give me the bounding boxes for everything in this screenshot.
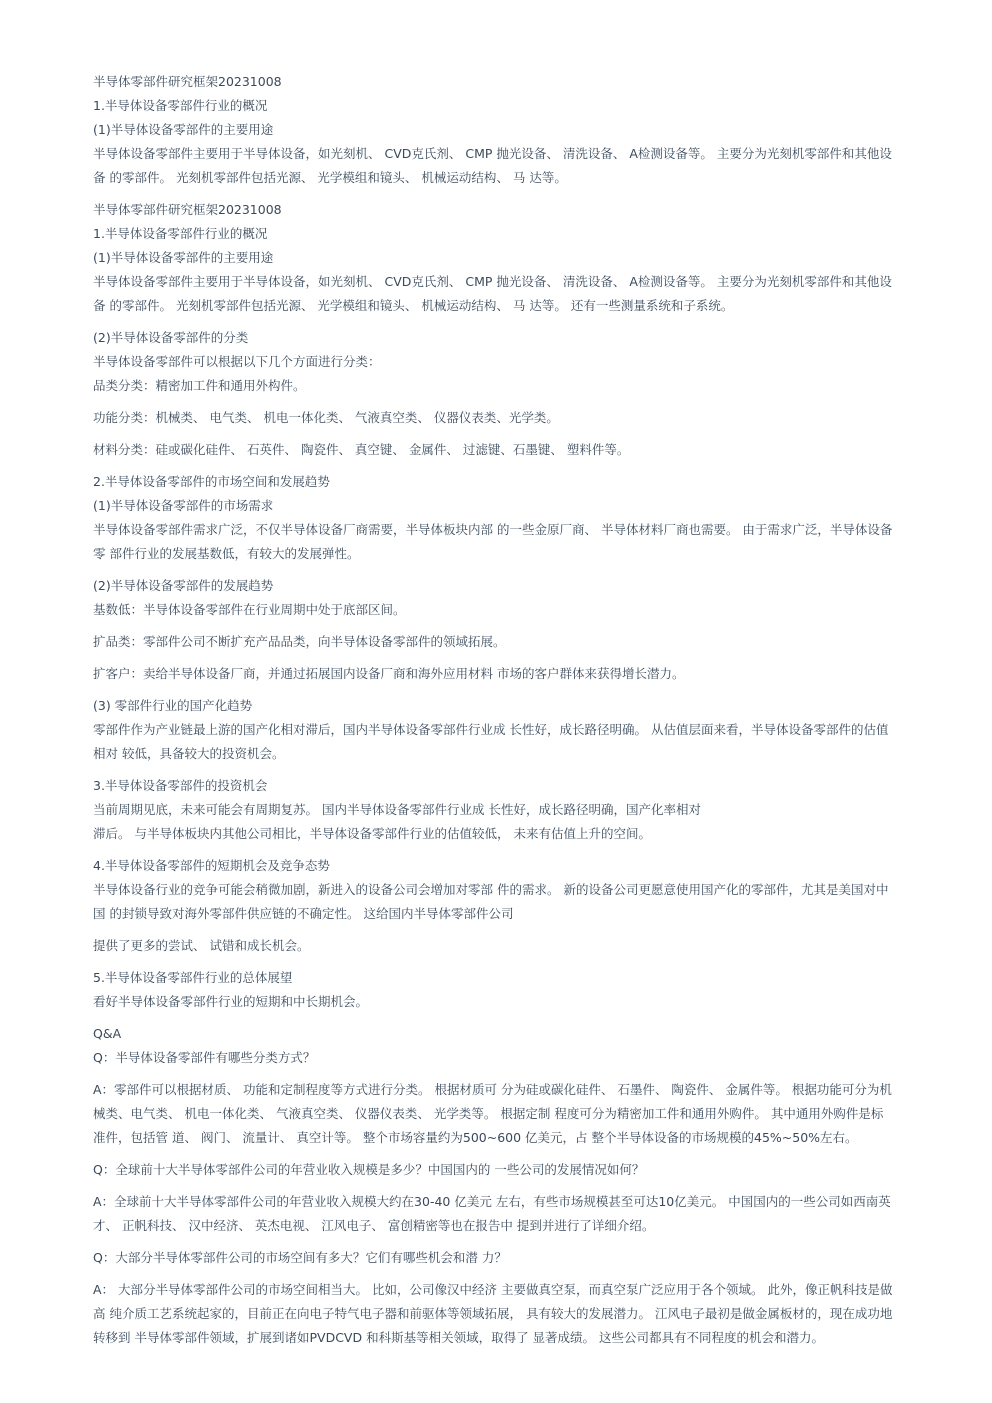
- answer-line: A：零部件可以根据材质、 功能和定制程度等方式进行分类。 根据材质可 分为硅或碳化硅件、 石墨件、 陶瓷件、 金属件等。 根据功能可分为机: [93, 1082, 892, 1097]
- section-heading: 5.半导体设备零部件行业的总体展望: [93, 970, 293, 985]
- section-heading: 2.半导体设备零部件的市场空间和发展趋势: [93, 474, 330, 489]
- paragraph-line: 半导体设备零部件需求广泛，不仅半导体设备厂商需要，半导体板块内部 的一些金原厂商、 半导体材料厂商也需要。 由于需求广泛，半导体设备: [93, 522, 893, 537]
- paragraph-line: 备 的零部件。 光刻机零部件包括光源、 光学模组和镜头、 机械运动结构、 马 达等。: [93, 170, 567, 185]
- doc-title: 半导体零部件研究框架20231008: [93, 74, 282, 89]
- paragraph-line: 提供了更多的尝试、 试错和成长机会。: [93, 938, 310, 953]
- answer-line: 高 纯介质工艺系统起家的，目前正在向电子特气电子器和前驱体等领域拓展， 具有较大的发展潜力。 江风电子最初是做金属板材的，现在成功地: [93, 1306, 893, 1321]
- paragraph-line: 材料分类：硅或碳化硅件、 石英件、 陶瓷件、 真空键、 金属件、 过滤键、石墨键、 塑料件等。: [93, 442, 630, 457]
- paragraph-line: 品类分类：精密加工件和通用外构件。: [93, 378, 306, 393]
- subsection-heading: (1)半导体设备零部件的主要用途: [93, 250, 274, 265]
- paragraph-line: 半导体设备零部件主要用于半导体设备，如光刻机、 CVD克氏剂、 CMP 抛光设备、 清洗设备、 A检测设备等。 主要分为光刻机零部件和其他设: [93, 274, 892, 289]
- document-page: [93, 70, 945, 1350]
- subsection-heading: (1)半导体设备零部件的主要用途: [93, 122, 274, 137]
- question: Q：大部分半导体零部件公司的市场空间有多大？它们有哪些机会和潜 力？: [93, 1250, 507, 1265]
- section-heading: 1.半导体设备零部件行业的概况: [93, 98, 268, 113]
- section-heading: 3.半导体设备零部件的投资机会: [93, 778, 268, 793]
- subsection-heading: (1)半导体设备零部件的市场需求: [93, 498, 274, 513]
- answer-line: 械类、电气类、 机电一体化类、 气液真空类、 仪器仪表类、 光学类等。 根据定制 程度可分为精密加工件和通用外购件。 其中通用外购件是标: [93, 1106, 884, 1121]
- paragraph-line: 零 部件行业的发展基数低，有较大的发展弹性。: [93, 546, 360, 561]
- answer-line: 转移到 半导体零部件领域，扩展到诸如PVDCVD 和科斯基等相关领域，取得了 显著成绩。 这些公司都具有不同程度的机会和潜力。: [93, 1330, 825, 1345]
- answer-line: 准件，包括管 道、 阀门、 流量计、 真空计等。 整个市场容量约为500~600 亿美元，占 整个半导体设备的市场规模的45%~50%左右。: [93, 1130, 858, 1145]
- paragraph-line: 扩品类：零部件公司不断扩充产品品类，向半导体设备零部件的领域拓展。: [93, 634, 506, 649]
- paragraph-line: 相对 较低，具备较大的投资机会。: [93, 746, 285, 761]
- paragraph-line: 零部件作为产业链最上游的国产化相对滞后，国内半导体设备零部件行业成 长性好，成长路径明确。 从估值层面来看，半导体设备零部件的估值: [93, 722, 889, 737]
- qa-heading: Q&A: [93, 1026, 122, 1041]
- paragraph-line: 滞后。 与半导体板块内其他公司相比，半导体设备零部件行业的估值较低， 未来有估值上升的空间。: [93, 826, 651, 841]
- section-heading: 4.半导体设备零部件的短期机会及竞争态势: [93, 858, 330, 873]
- paragraph-line: 半导体设备零部件可以根据以下几个方面进行分类：: [93, 354, 381, 369]
- paragraph-line: 半导体设备零部件主要用于半导体设备，如光刻机、 CVD克氏剂、 CMP 抛光设备、 清洗设备、 A检测设备等。 主要分为光刻机零部件和其他设: [93, 146, 892, 161]
- question: Q：半导体设备零部件有哪些分类方式？: [93, 1050, 316, 1065]
- paragraph-line: 看好半导体设备零部件行业的短期和中长期机会。: [93, 994, 369, 1009]
- answer-line: A： 大部分半导体零部件公司的市场空间相当大。 比如，公司像汉中经济 主要做真空泵，而真空泵广泛应用于各个领域。 此外，像正帆科技是做: [93, 1282, 893, 1297]
- subsection-heading: (3) 零部件行业的国产化趋势: [93, 698, 253, 713]
- paragraph-line: 半导体设备行业的竞争可能会稍微加剧，新进入的设备公司会增加对零部 件的需求。 新的设备公司更愿意使用国产化的零部件，尤其是美国对中: [93, 882, 889, 897]
- answer-line: 才、 正帆科技、 汉中经济、 英杰电视、 江风电子、 富创精密等也在报告中 提到并进行了详细介绍。: [93, 1218, 655, 1233]
- subsection-heading: (2)半导体设备零部件的分类: [93, 330, 249, 345]
- question: Q：全球前十大半导体零部件公司的年营业收入规模是多少？中国国内的 一些公司的发展情况如何？: [93, 1162, 645, 1177]
- doc-title: 半导体零部件研究框架20231008: [93, 202, 282, 217]
- paragraph-line: 扩客户：卖给半导体设备厂商，并通过拓展国内设备厂商和海外应用材料 市场的客户群体来获得增长潜力。: [93, 666, 685, 681]
- subsection-heading: (2)半导体设备零部件的发展趋势: [93, 578, 274, 593]
- paragraph-line: 国 的封锁导致对海外零部件供应链的不确定性。 这给国内半导体零部件公司: [93, 906, 514, 921]
- paragraph-line: 当前周期见底，未来可能会有周期复苏。 国内半导体设备零部件行业成 长性好，成长路径明确，国产化率相对: [93, 802, 701, 817]
- answer-line: A：全球前十大半导体零部件公司的年营业收入规模大约在30-40 亿美元 左右，有些市场规模甚至可达10亿美元。 中国国内的一些公司如西南英: [93, 1194, 891, 1209]
- paragraph-line: 功能分类：机械类、 电气类、 机电一体化类、 气液真空类、 仪器仪表类、光学类。: [93, 410, 559, 425]
- section-heading: 1.半导体设备零部件行业的概况: [93, 226, 268, 241]
- paragraph-line: 基数低：半导体设备零部件在行业周期中处于底部区间。: [93, 602, 406, 617]
- paragraph-line: 备 的零部件。 光刻机零部件包括光源、 光学模组和镜头、 机械运动结构、 马 达等。 还有一些测量系统和子系统。: [93, 298, 734, 313]
